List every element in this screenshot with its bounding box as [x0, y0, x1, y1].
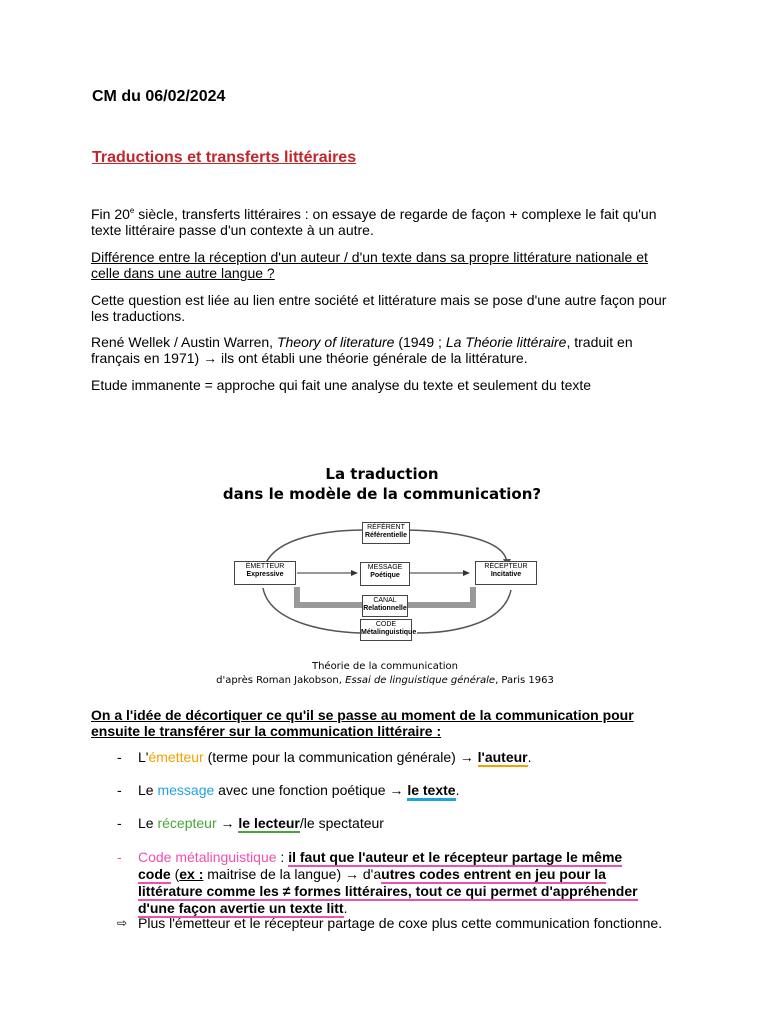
paragraph-intro: Fin 20e siècle, transferts littéraires : on essaye de regarde de façon + complexe le fait qu'un texte littéraire passe d'un contexte à un autre.	[91, 206, 657, 238]
paragraph-question: Différence entre la réception d'un auteur / d'un texte dans sa propre littérature nationale et celle dans une autre langue ?	[91, 249, 648, 281]
intro-statement: On a l'idée de décortiquer ce qu'il se passe au moment de la communication pour ensuite le transférer sur la communication littéraire :	[91, 707, 634, 739]
paragraph-immanent: Etude immanente = approche qui fait une analyse du texte et seulement du texte	[91, 377, 592, 393]
paragraph-society: Cette question est liée au lien entre société et littérature mais se pose d'une autre façon pour les traductions.	[91, 292, 667, 324]
canal-box: CANAL Relationnelle	[362, 595, 408, 617]
paragraph-wellek: René Wellek / Austin Warren, Theory of literature (1949 ; La Théorie littéraire, traduit en français en 1971) → ils ont établi une théorie générale de la littérature.	[91, 334, 633, 366]
code-box: CODE Métalinguistique	[360, 619, 412, 641]
emetteur-box: ÉMETTEUR Expressive	[234, 561, 296, 585]
message-box: MESSAGE Poétique	[360, 562, 410, 586]
recepteur-box: RÉCEPTEUR Incitative	[475, 561, 537, 585]
diagram-title: La traduction dans le modèle de la communication?	[222, 465, 542, 503]
section-title: Traductions et transferts littéraires	[92, 149, 357, 166]
page-title: CM du 06/02/2024	[92, 88, 226, 105]
referent-box: RÉFÉRENT Référentielle	[362, 522, 410, 544]
diagram-caption: Théorie de la communication d'après Roman Jakobson, Essai de linguistique générale, Paris 1963	[216, 661, 554, 686]
